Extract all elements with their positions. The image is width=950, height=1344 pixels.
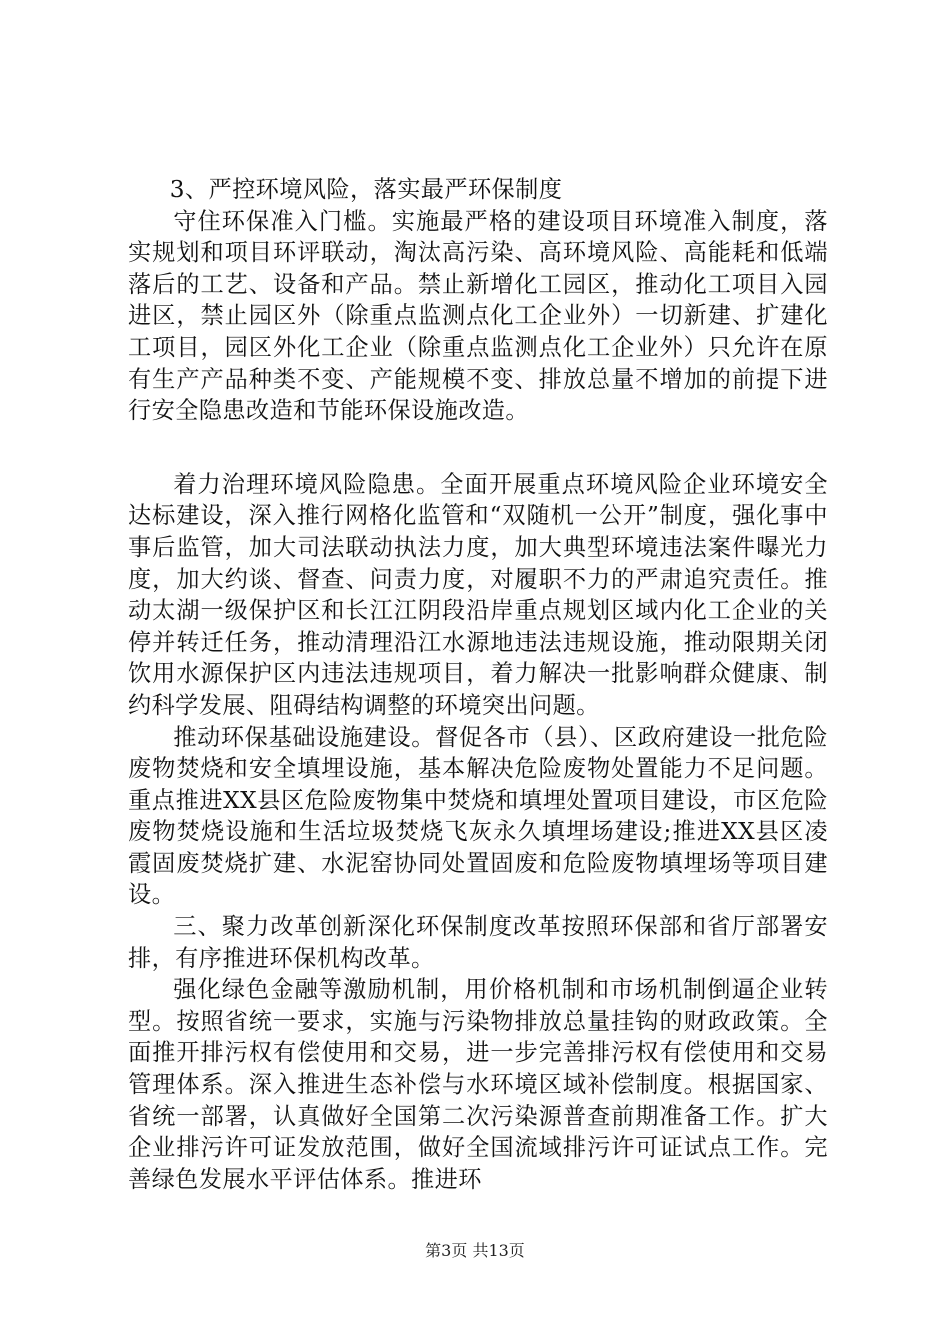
document-body [128,174,828,1195]
paragraph-infrastructure: 推动环保基础设施建设。督促各市（县）、区政府建设一批危险废物焚烧和安全填埋设施，基本解决危险废物处置能力不足问题。重点推进XX县区危险废物集中焚烧和填埋处置项目建设，市区危险废物焚烧设施和生活垃圾焚烧飞灰永久填埋场建设;推进XX县区凌霞固废焚烧扩建、水泥窑协同处置固废和危险废物填埋场等项目建设。 [128,723,828,909]
page-number-footer: 第3页 共13页 [425,1241,525,1260]
paragraph-green-finance: 强化绿色金融等激励机制，用价格机制和市场机制倒逼企业转型。按照省统一要求，实施与污染物排放总量挂钩的财政政策。全面推开排污权有偿使用和交易，进一步完善排污权有偿使用和交易管理体系。深入推进生态补偿与水环境区域补偿制度。根据国家、省统一部署，认真做好全国第二次污染源普查前期准备工作。扩大企业排污许可证发放范围，做好全国流域排污许可证试点工作。完善绿色发展水平评估体系。推进环 [128,976,828,1193]
paragraph-risk-governance: 着力治理环境风险隐患。全面开展重点环境风险企业环境安全达标建设，深入推行网格化监管和“双随机一公开”制度，强化事中事后监管，加大司法联动执法力度，加大典型环境违法案件曝光力度，加大约谈、督查、问责力度，对履职不力的严肃追究责任。推动太湖一级保护区和长江江阴段沿岸重点规划区域内化工企业的关停并转迁任务，推动清理沿江水源地违法违规设施，推动限期关闭饮用水源保护区内违法违规项目，着力解决一批影响群众健康、制约科学发展、阻碍结构调整的环境突出问题。 [128,470,828,719]
section-heading: 3、严控环境风险，落实最严环保制度 [169,176,563,203]
paragraph-reform-heading: 三、聚力改革创新深化环保制度改革按照环保部和省厅部署安排，有序推进环保机构改革。 [128,913,828,972]
paragraph-environmental-access: 守住环保准入门槛。实施最严格的建设项目环境准入制度，落实规划和项目环评联动，淘汰高污染、高环境风险、高能耗和低端落后的工艺、设备和产品。禁止新增化工园区，推动化工项目入园进区，禁止园区外（除重点监测点化工企业外）一切新建、扩建化工项目，园区外化工企业（除重点监测点化工企业外）只允许在原有生产产品种类不变、产能规模不变、排放总量不增加的前提下进行安全隐患改造和节能环保设施改造。 [128,207,828,425]
